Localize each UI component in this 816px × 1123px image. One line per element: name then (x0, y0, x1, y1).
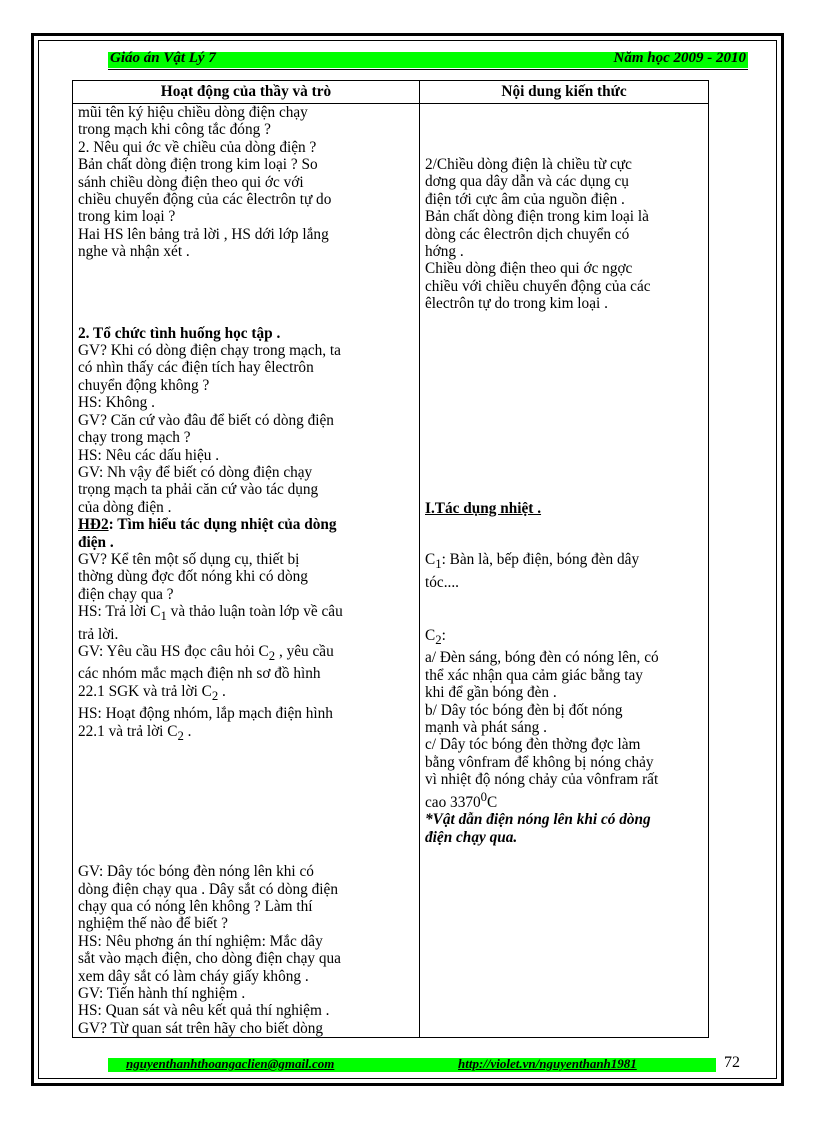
header-school-year: Năm học 2009 - 2010 (613, 50, 746, 66)
col-header-activities: Hoạt động của thầy và trò (73, 81, 420, 104)
text-run: GV: Yêu cầu HS đọc câu hỏi C (78, 643, 269, 661)
table-header-row (73, 81, 709, 104)
text-run: : (441, 626, 446, 644)
footer-email-link[interactable]: nguyenthanhthoangaclien@gmail.com (126, 1056, 335, 1071)
text-line: GV: Nh vậy để biết có dòng điện chạy (78, 463, 313, 481)
subscript: 2 (435, 632, 442, 647)
text-line (78, 603, 414, 625)
section-title-situation: 2. Tổ chức tình huống học tập . (78, 324, 281, 342)
text-line: nghiệm thế nào để biết ? (78, 915, 228, 933)
text-line: trong mạch khi công tắc đóng ? (78, 121, 271, 139)
text-line: sánh chiều dòng điện theo qui ớc với (78, 173, 304, 191)
hd2-title-text: : Tìm hiểu tác dụng nhiệt của dòng (108, 516, 337, 534)
text-line: thể xác nhận qua cảm giác bằng tay (425, 666, 643, 684)
text-line: dòng các êlectrôn dịch chuyển có (425, 225, 630, 243)
text-line: GV? Kể tên một số dụng cụ, thiết bị (78, 550, 300, 568)
activities-block-1 (78, 104, 414, 261)
text-line: 2/Chiều dòng điện là chiều từ cực (425, 156, 632, 173)
text-line: sắt vào mạch điện, cho dòng điện chạy qua (78, 950, 341, 968)
text-line: GV? Từ quan sát trên hãy cho biết dòng (78, 1019, 324, 1037)
text-line: khi để gần bóng đèn . (425, 684, 557, 702)
footer-url-link[interactable]: http://violet.vn/nguyenthanh1981 (458, 1056, 637, 1071)
text-line: Bản chất dòng điện trong kim loại ? So (78, 156, 318, 174)
text-line: xem dây sắt có làm cháy giấy không . (78, 967, 309, 985)
subscript: 2 (268, 649, 276, 664)
text-line: các nhóm mắc mạch điện nh sơ đồ hình (78, 665, 321, 683)
text-line: 2. Nêu qui ớc về chiều của dòng điện ? (78, 138, 317, 156)
text-run: : Bàn là, bếp điện, bóng đèn dây (441, 551, 640, 569)
text-line (78, 723, 414, 745)
text-line: Hai HS lên bảng trả lời , HS dới lớp lắng (78, 225, 329, 243)
lesson-table (72, 80, 709, 1038)
text-line: Chiều dòng điện theo qui ớc ngợc (425, 260, 633, 278)
text-line: GV: Tiến hành thí nghiệm . (78, 985, 246, 1003)
col-header-content: Nội dung kiến thức (420, 81, 709, 104)
text-run: C (425, 626, 436, 644)
text-line: trả lời. (78, 625, 119, 643)
text-line: GV? Khi có dòng điện chạy trong mạch, ta (78, 342, 341, 360)
text-line: điện chạy qua ? (78, 585, 174, 603)
activities-block-3 (78, 551, 414, 745)
text-line: có nhìn thấy các điện tích hay êlectrôn (78, 359, 314, 377)
text-run: . (218, 682, 226, 700)
text-line: HS: Không . (78, 394, 155, 412)
text-line: Bản chất dòng điện trong kim loại là (425, 208, 649, 226)
text-line: GV: Dây tóc bóng đèn nóng lên khi có (78, 863, 314, 881)
superscript: 0 (480, 789, 488, 804)
subscript: 2 (177, 728, 184, 743)
text-line (78, 683, 414, 705)
section-title-thermal: I.Tác dụng nhiệt . (425, 499, 542, 517)
text-line: mũi tên ký hiệu chiều dòng điện chạy (78, 104, 308, 121)
conclusion-line: *Vật dẫn điện nóng lên khi có dòng (425, 811, 651, 829)
text-line: GV? Căn cứ vào đâu để biết có dòng điện (78, 411, 334, 429)
subscript: 2 (211, 688, 219, 703)
text-line (78, 643, 414, 665)
text-line: tóc.... (425, 573, 459, 591)
text-line: hớng . (425, 243, 464, 261)
content-block-c2 (425, 627, 703, 846)
text-line: mạnh và phát sáng . (425, 719, 547, 736)
text-line: HS: Hoạt động nhóm, lắp mạch điện hình (78, 705, 333, 723)
text-line: a/ Đèn sáng, bóng đèn có nóng lên, có (425, 649, 659, 667)
table-row (73, 104, 709, 1038)
text-run: 22.1 SGK và trả lời C (78, 682, 212, 700)
text-line: bằng vônfram để không bị nóng chảy (425, 753, 654, 771)
text-run: HS: Trả lời C (78, 603, 161, 621)
text-line: HS: Nêu phơng án thí nghiệm: Mắc dây (78, 932, 323, 950)
content-block-1 (425, 156, 703, 313)
text-line: chạy trong mạch ? (78, 429, 191, 447)
text-line: điện tới cực âm của nguồn điện . (425, 190, 625, 208)
text-line: thờng dùng đợc đốt nóng khi có dòng (78, 568, 308, 586)
conclusion-line: điện chạy qua. (425, 828, 518, 846)
content-cell (420, 104, 709, 1038)
activities-block-4 (78, 863, 414, 1037)
hd2-title (78, 516, 414, 533)
text-line: chuyển động không ? (78, 376, 210, 394)
text-line: chiều chuyển động của các êlectrôn tự do (78, 191, 332, 209)
text-line: chạy qua có nóng lên không ? Làm thí (78, 898, 313, 915)
text-line: êlectrôn tự do trong kim loại . (425, 295, 608, 313)
text-line: HS: Quan sát và nêu kết quả thí nghiệm . (78, 1002, 330, 1020)
page-number: 72 (724, 1054, 740, 1071)
text-run: 22.1 và trả lời C (78, 722, 178, 740)
text-line: chiều với chiều chuyển động của các (425, 277, 651, 295)
text-run: . (183, 722, 192, 740)
text-line: vì nhiệt độ nóng chảy của vônfram rất (425, 771, 659, 789)
header-rule (108, 69, 748, 70)
text-line (425, 551, 703, 573)
text-line: trọng mạch ta phải căn cứ vào tác dụng (78, 481, 319, 499)
text-run: và thảo luận toàn lớp về câu (166, 603, 343, 621)
text-run: C (425, 551, 436, 569)
hd2-label: HĐ2 (78, 516, 109, 534)
text-line: dòng điện chạy qua . Dây sắt có dòng điện (78, 880, 338, 898)
content-block-c1 (425, 551, 703, 591)
text-line: trong kim loại ? (78, 208, 176, 226)
text-line: c/ Dây tóc bóng đèn thờng đợc làm (425, 736, 641, 754)
text-line: dơng qua dây dẫn và các dụng cụ (425, 173, 629, 191)
subscript: 1 (435, 557, 442, 572)
text-line: b/ Dây tóc bóng đèn bị đốt nóng (425, 701, 623, 719)
text-run: C (487, 793, 498, 811)
activities-block-2 (78, 342, 414, 516)
text-line (425, 627, 703, 649)
text-run: , yêu cầu (275, 643, 334, 661)
text-line: của dòng điện . (78, 498, 172, 516)
header-subject: Giáo án Vật Lý 7 (110, 50, 216, 66)
subscript: 1 (160, 609, 167, 624)
hd2-title-cont: điện . (78, 533, 114, 551)
activities-cell (73, 104, 420, 1038)
text-line (425, 789, 703, 812)
text-line: nghe và nhận xét . (78, 243, 190, 261)
text-line: HS: Nêu các dấu hiệu . (78, 446, 220, 464)
text-run: cao 3370 (425, 793, 481, 811)
